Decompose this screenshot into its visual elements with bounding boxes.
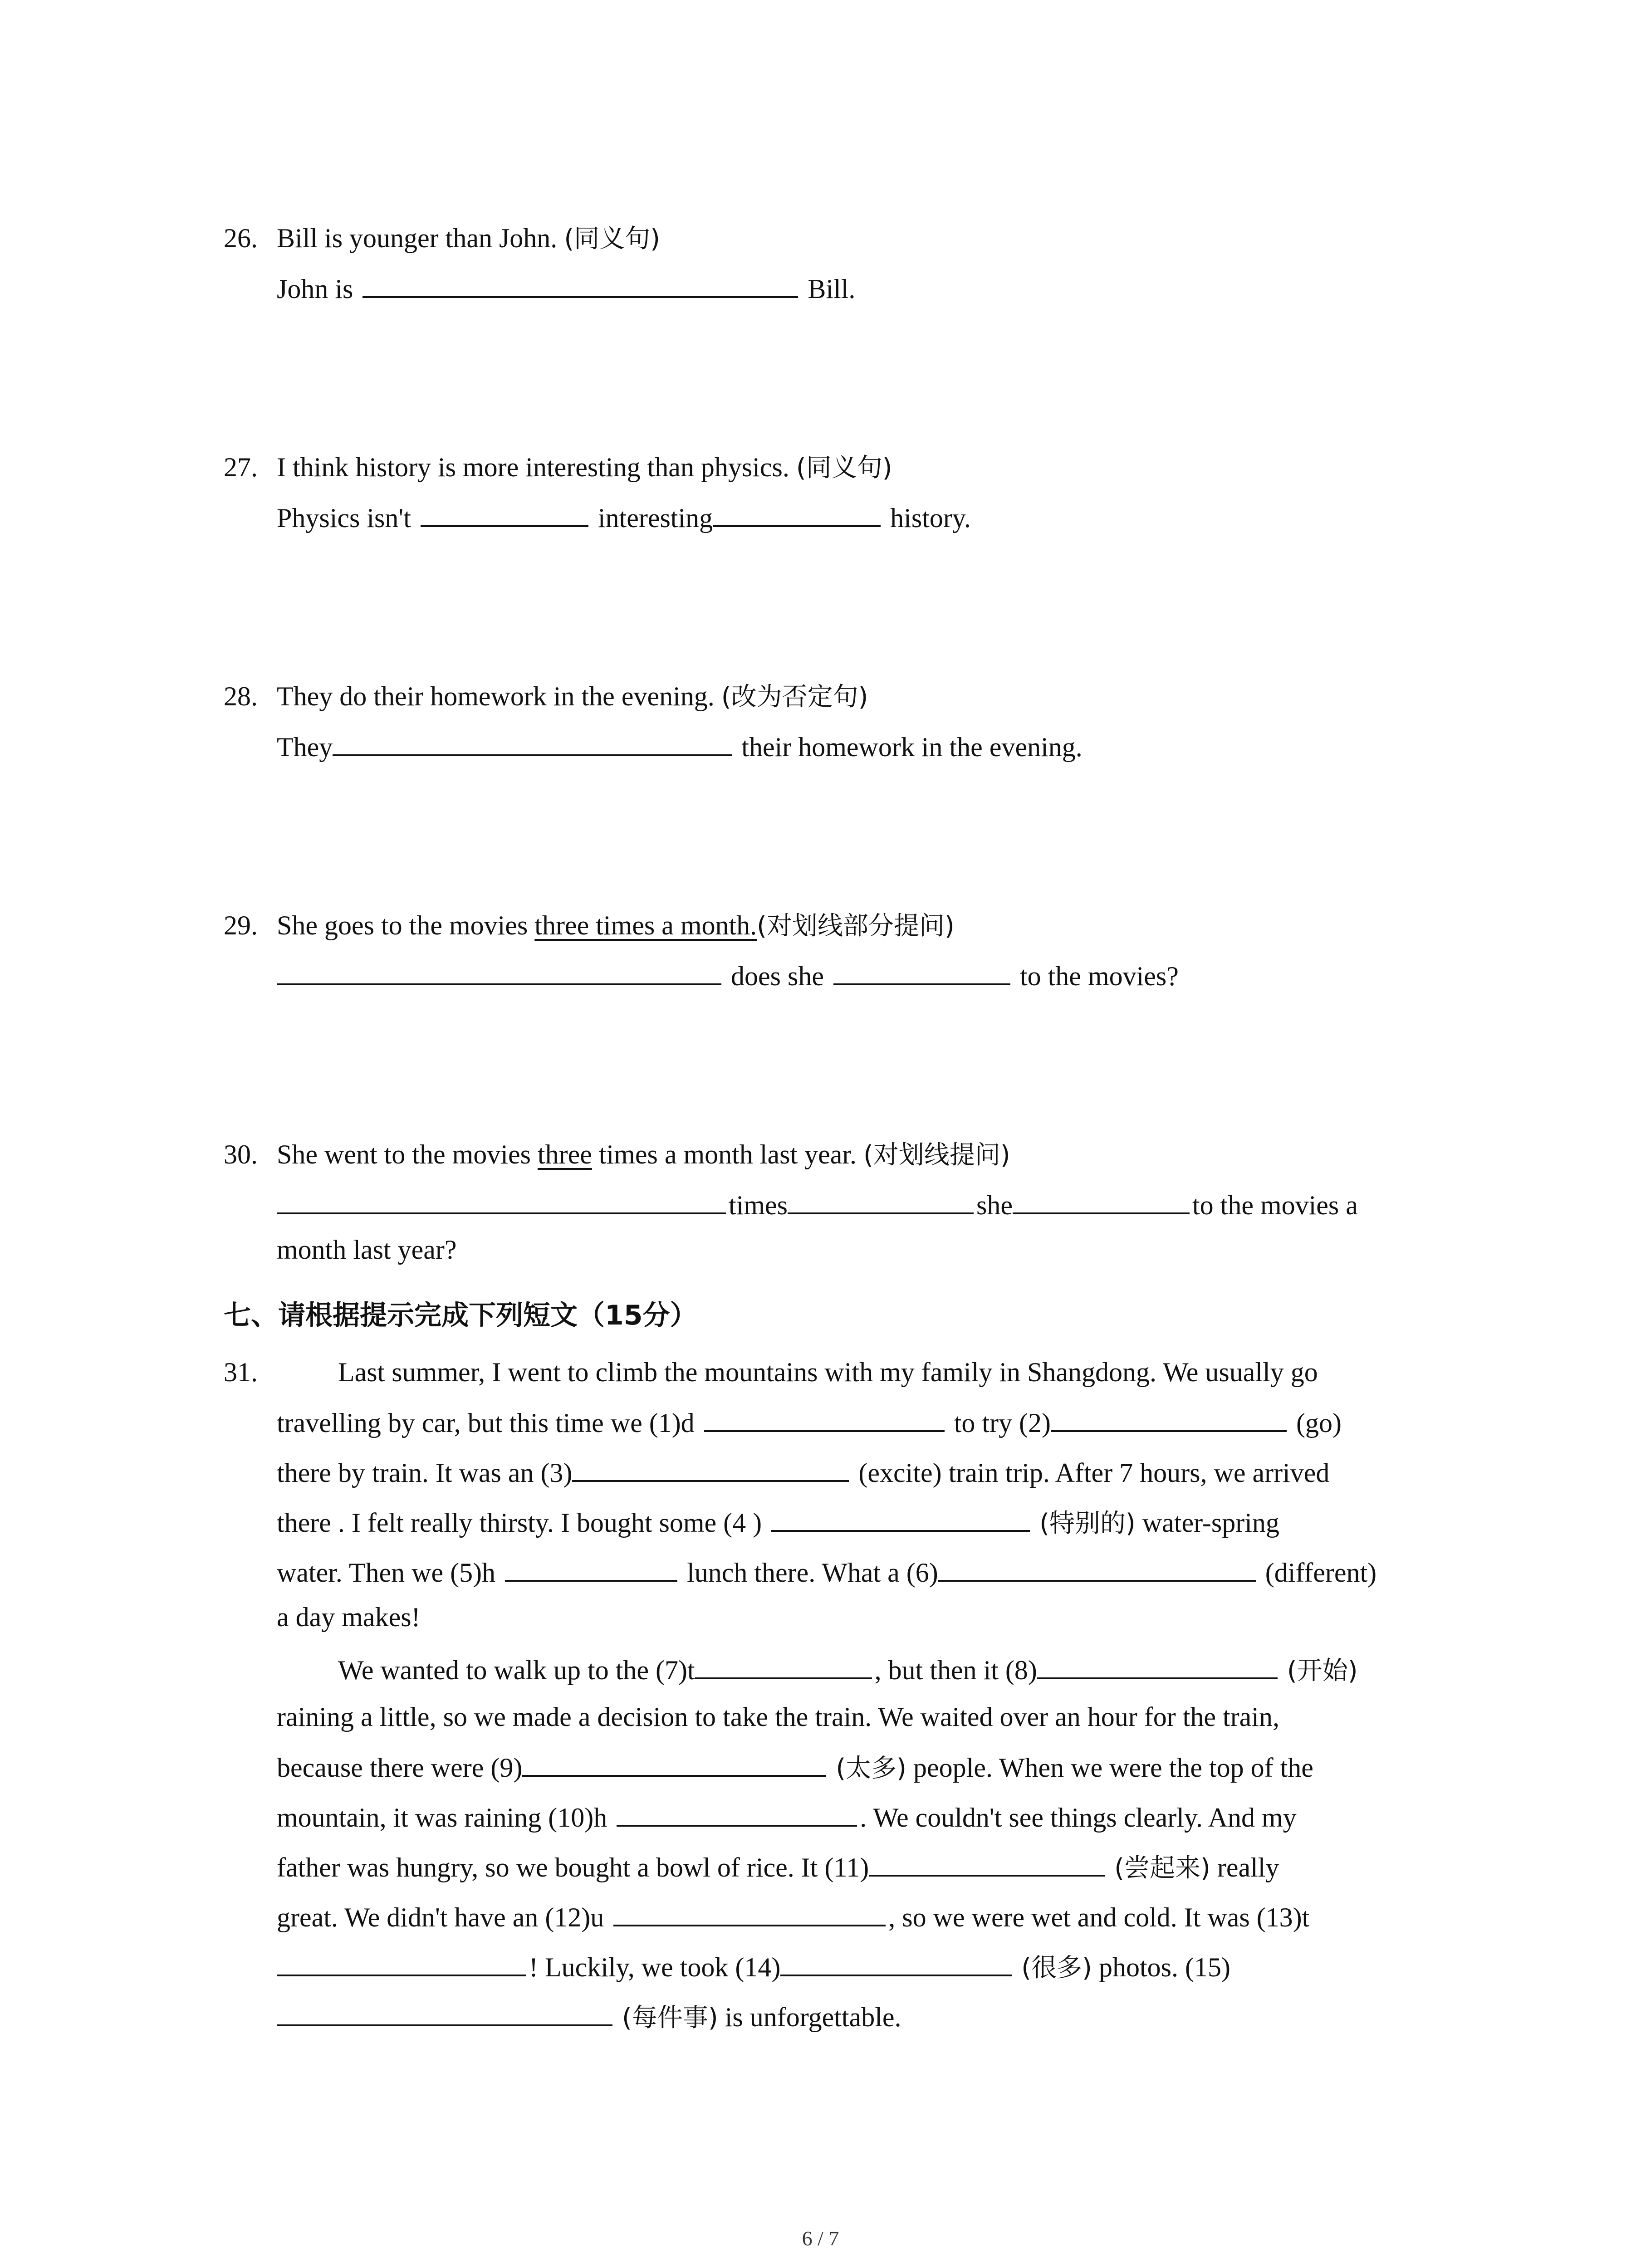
question-28-prompt	[277, 678, 868, 714]
passage-line-7	[338, 1651, 1358, 1687]
q26-text: Bill is younger than John.	[277, 223, 558, 253]
question-number-29: 29.	[224, 910, 258, 940]
answer-blank-1[interactable]	[704, 1404, 945, 1432]
answer-blank[interactable]	[1013, 1186, 1190, 1214]
passage-text: (different)	[1265, 1558, 1377, 1588]
passage-text: really	[1217, 1853, 1279, 1882]
q28-hint: (改为否定句)	[721, 682, 868, 712]
passage-text: photos. (15)	[1099, 1952, 1230, 1982]
passage-text: (go)	[1296, 1408, 1342, 1438]
answer-blank-11[interactable]	[869, 1848, 1105, 1877]
passage-text: people. When we were the top of the	[913, 1753, 1313, 1783]
q26-hint: (同义句)	[564, 224, 661, 254]
answer-blank-13[interactable]	[277, 1948, 526, 1976]
question-28-answer	[277, 728, 1083, 764]
answer-blank-6[interactable]	[938, 1554, 1256, 1582]
page-number: 6 / 7	[802, 2227, 839, 2250]
question-27-prompt	[277, 449, 892, 485]
passage-text: great. We didn't have an (12)u	[277, 1902, 604, 1932]
passage-text: . We couldn't see things clearly. And my	[860, 1803, 1297, 1833]
answer-blank[interactable]	[333, 728, 732, 756]
passage-line-1: Last summer, I went to climb the mountains with my family in Shangdong. We usually go	[338, 1357, 1318, 1387]
passage-text: (excite) train trip. After 7 hours, we arrived	[858, 1458, 1330, 1488]
passage-line-3	[277, 1454, 1329, 1490]
q29-answer-c: to the movies?	[1019, 961, 1179, 991]
answer-blank[interactable]	[421, 499, 588, 527]
q30-answer-d: to the movies a	[1192, 1190, 1358, 1220]
passage-text: We wanted to walk up to the (7)t	[338, 1655, 695, 1685]
question-29-prompt	[277, 907, 955, 943]
answer-blank-7[interactable]	[695, 1651, 872, 1679]
question-29-answer	[277, 957, 1179, 993]
passage-hint: (特别的)	[1039, 1509, 1136, 1538]
question-30-answer	[277, 1186, 1358, 1222]
q27-text: I think history is more interesting than physics.	[277, 452, 789, 482]
question-number-31: 31.	[224, 1357, 258, 1387]
q26-answer-pre: John is	[277, 274, 353, 304]
question-number-27: 27.	[224, 452, 258, 482]
answer-blank-9[interactable]	[522, 1749, 826, 1777]
passage-text: ! Luckily, we took (14)	[529, 1952, 781, 1982]
q30-text: She went to the movies	[277, 1139, 531, 1169]
passage-text: because there were (9)	[277, 1753, 523, 1783]
answer-blank[interactable]	[362, 270, 798, 298]
q28-answer-pre: They	[277, 732, 333, 762]
passage-line-14	[277, 1998, 901, 2034]
question-number-28: 28.	[224, 681, 258, 711]
passage-text: there . I felt really thirsty. I bought some (4 )	[277, 1508, 762, 1538]
passage-text: water-spring	[1142, 1508, 1279, 1538]
answer-blank-15[interactable]	[277, 1998, 612, 2026]
answer-blank[interactable]	[713, 499, 881, 527]
answer-blank-4[interactable]	[771, 1504, 1030, 1532]
q28-text: They do their homework in the evening.	[277, 681, 715, 711]
q30-answer-b: times	[729, 1190, 788, 1220]
q27-answer-b: interesting	[598, 503, 713, 533]
section-title: 七、请根据提示完成下列短文（15分）	[224, 1300, 697, 1331]
passage-hint: (很多)	[1021, 1953, 1092, 1983]
passage-text: lunch there. What a (6)	[687, 1558, 938, 1588]
q27-answer-a: Physics isn't	[277, 503, 411, 533]
passage-line-12	[277, 1898, 1309, 1935]
answer-blank-10[interactable]	[617, 1799, 857, 1827]
question-26-prompt	[277, 220, 660, 256]
passage-text: father was hungry, so we bought a bowl of rice. It (11)	[277, 1853, 869, 1882]
answer-blank-5[interactable]	[505, 1554, 677, 1582]
passage-hint: (每件事)	[622, 2003, 718, 2033]
passage-line-10	[277, 1799, 1297, 1835]
passage-text: is unforgettable.	[725, 2002, 901, 2032]
answer-blank-14[interactable]	[780, 1948, 1012, 1976]
q27-hint: (同义句)	[796, 453, 892, 483]
passage-line-6: a day makes!	[277, 1602, 421, 1632]
q29-underlined: three times a month.	[534, 910, 757, 940]
answer-blank[interactable]	[833, 957, 1010, 985]
passage-hint: (太多)	[836, 1754, 907, 1783]
answer-blank-8[interactable]	[1037, 1651, 1278, 1679]
passage-line-13	[277, 1948, 1230, 1984]
question-26-answer	[277, 270, 855, 306]
passage-line-8: raining a little, so we made a decision to take the train. We waited over an hour for the train,	[277, 1702, 1279, 1732]
answer-blank[interactable]	[277, 957, 721, 985]
passage-hint: (尝起来)	[1114, 1853, 1210, 1883]
q29-hint: (对划线部分提问)	[757, 911, 955, 941]
passage-line-11	[277, 1848, 1279, 1885]
passage-text: to try (2)	[954, 1408, 1051, 1438]
passage-text: mountain, it was raining (10)h	[277, 1803, 607, 1833]
passage-text: , but then it (8)	[874, 1655, 1037, 1685]
q29-answer-b: does she	[731, 961, 824, 991]
question-30-prompt	[277, 1136, 1010, 1173]
q26-answer-post: Bill.	[808, 274, 856, 304]
passage-text: there by train. It was an (3)	[277, 1458, 573, 1488]
question-number-26: 26.	[224, 223, 258, 253]
answer-blank-3[interactable]	[572, 1454, 849, 1482]
passage-text: travelling by car, but this time we (1)d	[277, 1408, 695, 1438]
answer-blank-2[interactable]	[1051, 1404, 1287, 1432]
q30-text-post: times a month last year.	[598, 1139, 857, 1169]
question-27-answer	[277, 499, 971, 535]
passage-hint: (开始)	[1287, 1656, 1358, 1686]
answer-blank[interactable]	[277, 1186, 726, 1214]
answer-blank-12[interactable]	[613, 1898, 886, 1926]
q29-text: She goes to the movies	[277, 910, 528, 940]
passage-line-2	[277, 1404, 1342, 1440]
passage-line-4	[277, 1504, 1279, 1540]
passage-line-9	[277, 1749, 1313, 1785]
passage-text: water. Then we (5)h	[277, 1558, 496, 1588]
q30-answer-c: she	[976, 1190, 1013, 1220]
passage-text: , so we were wet and cold. It was (13)t	[888, 1902, 1310, 1932]
q28-answer-post: their homework in the evening.	[741, 732, 1083, 762]
q30-underlined: three	[537, 1139, 592, 1169]
answer-blank[interactable]	[788, 1186, 974, 1214]
q30-hint: (对划线提问)	[863, 1140, 1010, 1170]
passage-line-5	[277, 1554, 1376, 1590]
q27-answer-c: history.	[890, 503, 971, 533]
question-number-30: 30.	[224, 1139, 258, 1169]
question-30-answer-cont: month last year?	[277, 1235, 457, 1265]
